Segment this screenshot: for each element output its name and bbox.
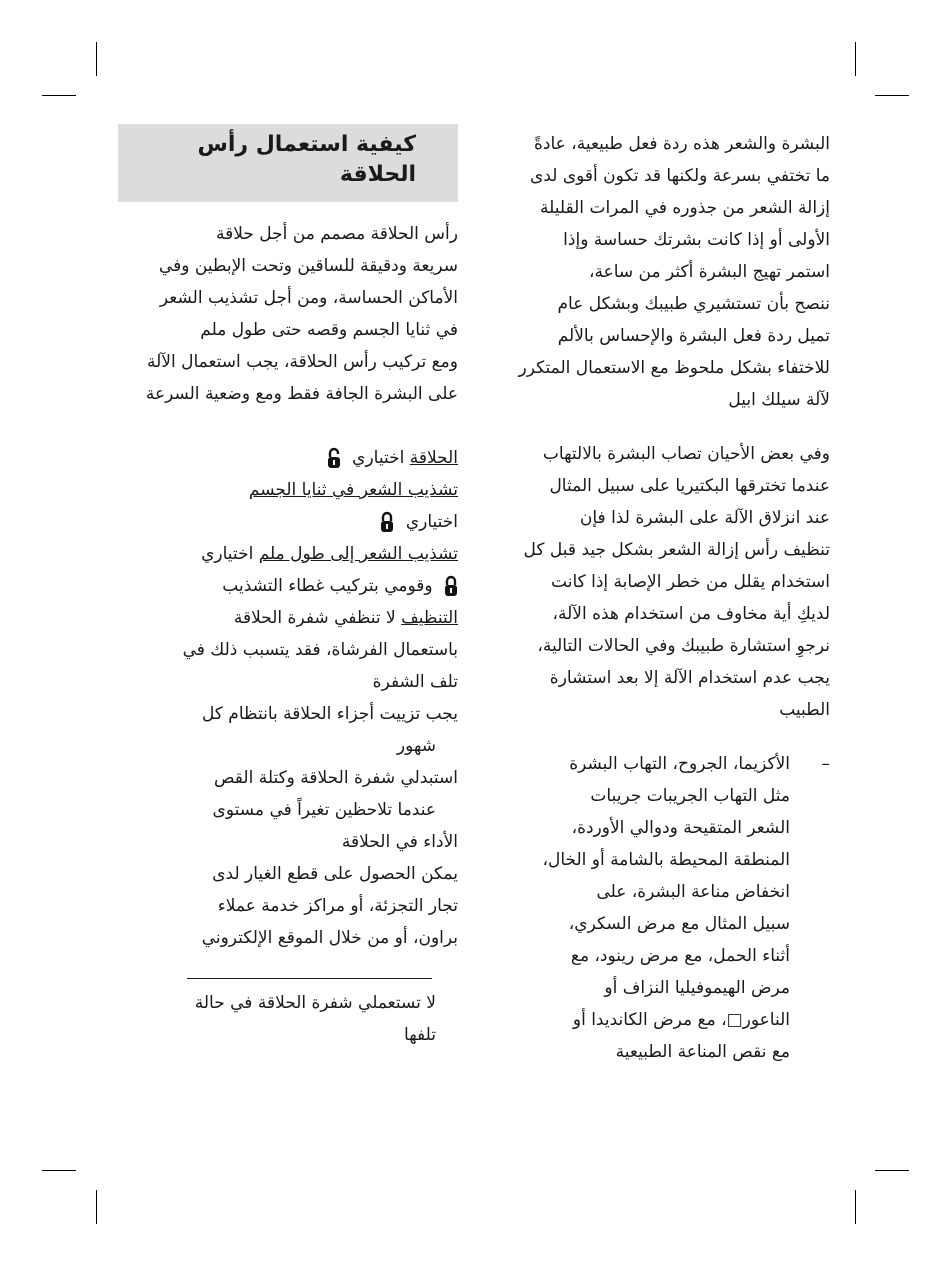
section-heading: كيفية استعمال رأس الحلاقة bbox=[197, 132, 416, 187]
text-line: نرجوِ استشارة طبيبك وفي الحالات التالية، bbox=[537, 636, 830, 656]
text-line: انخفاض مناعة البشرة، على bbox=[596, 882, 790, 902]
text-line: وفي بعض الأحيان تصاب البشرة بالالتهاب bbox=[542, 444, 830, 464]
text-line: في ثنايا الجسم وقصه حتى طول ملم bbox=[200, 320, 458, 340]
text-line: تلف الشفرة bbox=[372, 672, 458, 692]
right-column bbox=[490, 128, 830, 1068]
text-line: على البشرة الجافة فقط ومع وضعية السرعة bbox=[145, 384, 458, 404]
text-line: الشعر المتقيحة ودوالي الأوردة، bbox=[571, 818, 790, 838]
cleaning-text: لا تنظفي شفرة الحلاقة bbox=[233, 608, 402, 628]
text-line: سريعة ودقيقة للساقين وتحت الإبطين وفي bbox=[158, 256, 458, 276]
text-line: البشرة والشعر هذه ردة فعل طبيعية، عادةً bbox=[534, 134, 830, 154]
text-line: المنطقة المحيطة بالشامة أو الخال، bbox=[542, 850, 790, 870]
text-line: مثل التهاب الجريبات جريبات bbox=[590, 786, 790, 806]
crop-mark bbox=[96, 42, 97, 76]
crop-mark bbox=[42, 1170, 76, 1171]
text-line: يجب عدم استخدام الآلة إلا بعد استشارة bbox=[549, 668, 830, 688]
text-line: لآلة سيلك ابيل bbox=[728, 390, 830, 410]
section-heading-box bbox=[118, 124, 458, 202]
crop-mark bbox=[96, 1190, 97, 1224]
infection-paragraph bbox=[490, 438, 830, 726]
crop-mark bbox=[42, 95, 76, 96]
text-line: الأكزيما، الجروح، التهاب البشرة bbox=[569, 754, 790, 774]
trim-label: تشذيب الشعر في ثنايا الجسم bbox=[248, 480, 458, 500]
trim-length-label: تشذيب الشعر إلى طول ملم bbox=[258, 544, 458, 564]
lock-icon bbox=[444, 575, 458, 597]
text-line: يجب تزييت أجزاء الحلاقة بانتظام كل bbox=[201, 704, 458, 724]
text-line: عند انزلاق الآلة على البشرة لذا فإن bbox=[579, 508, 830, 528]
text-line: لا تستعملي شفرة الحلاقة في حالة bbox=[194, 993, 436, 1013]
text-line: عندما تلاحظين تغيراً في مستوى bbox=[212, 800, 436, 820]
shaving-label: الحلاقة bbox=[409, 448, 458, 468]
text-line: الأداء في الحلاقة bbox=[341, 832, 458, 852]
text-line: براون، أو من خلال الموقع الإلكتروني bbox=[201, 928, 458, 948]
shaver-intro-paragraph bbox=[118, 218, 458, 410]
text-line: ومع تركيب رأس الحلاقة، يجب استعمال الآلة bbox=[146, 352, 458, 372]
divider bbox=[187, 978, 432, 979]
text-line: مرض الهيموفيليا النزاف أو bbox=[604, 978, 790, 998]
conditions-list-item bbox=[490, 748, 830, 1068]
oiling-section bbox=[118, 698, 458, 762]
left-column bbox=[118, 124, 458, 1051]
text-line: عندما تخترقها البكتيريا على سبيل المثال bbox=[549, 476, 830, 496]
text-line: الطبيب bbox=[779, 700, 830, 720]
text-line: للاختفاء بشكل ملحوظ مع الاستعمال المتكرر bbox=[518, 358, 830, 378]
lock-icon bbox=[380, 511, 394, 533]
skin-reaction-paragraph bbox=[490, 128, 830, 416]
cleaning-label: التنظيف bbox=[401, 608, 458, 628]
text-line: مع نقص المناعة الطبيعية bbox=[615, 1042, 790, 1062]
text-line: لديكِ أية مخاوف من استخدام هذه الآلة، bbox=[552, 604, 830, 624]
cleaning-section bbox=[118, 602, 458, 698]
text-line: يمكن الحصول على قطع الغيار لدى bbox=[212, 864, 458, 884]
shaving-setting bbox=[118, 442, 458, 474]
crop-mark bbox=[875, 95, 909, 96]
text-line: باستعمال الفرشاة، فقد يتسبب ذلك في bbox=[182, 640, 458, 660]
text-line: تنظيف رأس إزالة الشعر بشكل جيد قبل كل bbox=[523, 540, 830, 560]
optional-text: اختياري bbox=[352, 448, 410, 468]
text-line: الناعور□، مع مرض الكانديدا أو bbox=[572, 1010, 790, 1030]
trim-setting bbox=[118, 474, 458, 538]
warning-note bbox=[118, 987, 458, 1051]
text-line: الأماكن الحساسة، ومن أجل تشذيب الشعر bbox=[159, 288, 458, 308]
trim-length-setting bbox=[118, 538, 458, 602]
cap-text: وقومي بتركيب غطاء التشذيب bbox=[222, 576, 433, 596]
text-line: أثناء الحمل، مع مرض رينود، مع bbox=[570, 946, 790, 966]
settings-list bbox=[118, 442, 458, 1051]
text-line: استبدلي شفرة الحلاقة وكتلة القص bbox=[213, 768, 458, 788]
replacement-section bbox=[118, 762, 458, 954]
text-line: تجار التجزئة، أو مراكز خدمة عملاء bbox=[217, 896, 458, 916]
text-line: استمر تهيج البشرة أكثر من ساعة، bbox=[588, 262, 830, 282]
unlock-icon bbox=[327, 447, 341, 469]
text-line: استخدام يقلل من خطر الإصابة إذا كانت bbox=[551, 572, 830, 592]
dash-bullet: – bbox=[821, 754, 830, 774]
text-line: تلفها bbox=[404, 1025, 436, 1045]
cap-instruction bbox=[222, 576, 458, 596]
text-line: شهور bbox=[396, 736, 436, 756]
optional-text: اختياري bbox=[201, 544, 259, 564]
crop-mark bbox=[855, 1190, 856, 1224]
optional-text: اختياري bbox=[405, 512, 458, 532]
text-line: الأولى أو إذا كانت بشرتك حساسة وإذا bbox=[563, 230, 830, 250]
text-line: رأس الحلاقة مصمم من أجل حلاقة bbox=[215, 224, 458, 244]
text-line: تميل ردة فعل البشرة والإحساس بالألم bbox=[557, 326, 830, 346]
text-line: إزالة الشعر من جذوره في المرات القليلة bbox=[540, 198, 830, 218]
crop-mark bbox=[855, 42, 856, 76]
text-line: سبيل المثال مع مرض السكري، bbox=[568, 914, 790, 934]
crop-mark bbox=[875, 1170, 909, 1171]
text-line: ننصح بأن تستشيري طبيبك وبشكل عام bbox=[557, 294, 830, 314]
text-line: ما تختفي بسرعة ولكنها قد تكون أقوى لدى bbox=[530, 166, 830, 186]
